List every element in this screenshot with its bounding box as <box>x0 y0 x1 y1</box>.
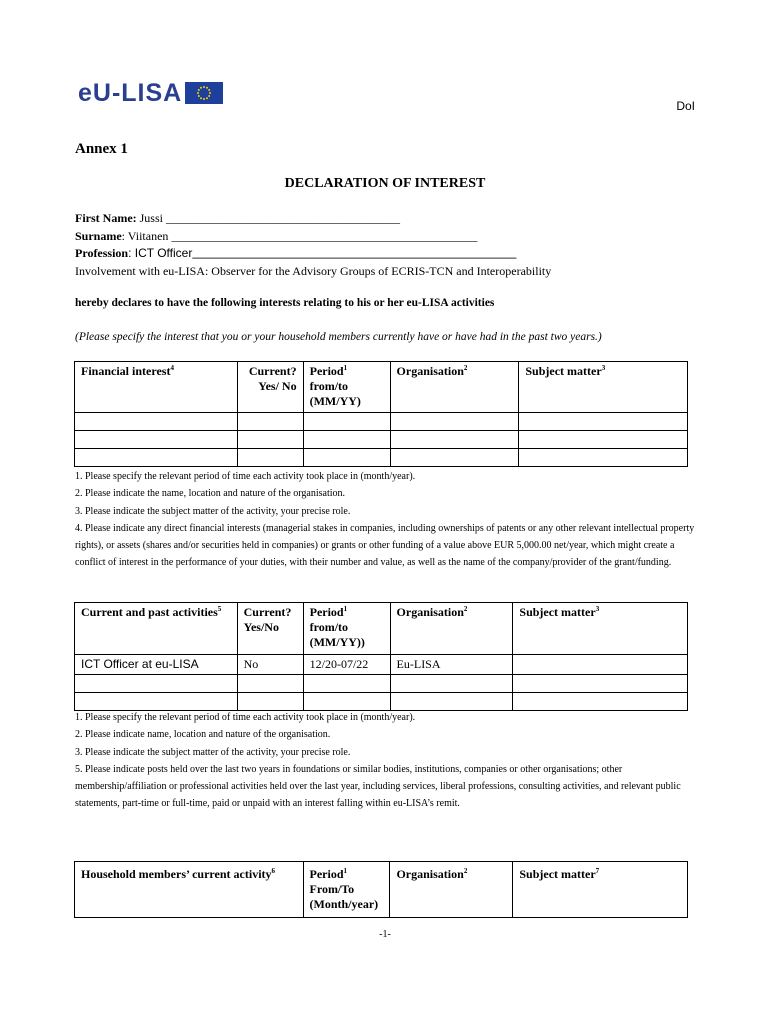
subject-cell[interactable] <box>513 655 688 675</box>
table-header-row <box>75 603 688 655</box>
profession-line: Profession: ICT Officer______________________________________________________ <box>75 246 517 260</box>
footnote-4: 4. Please indicate any direct financial interests (managerial stakes in companies, including ownerships of patents or any other relevant intellectual property rights), or assets (shares and/or securities held in companies) or grants or other funding of a value above EUR 5,000.00 net/year, which might create a conflict of interest in the performance of your duties, with their number and value, as well as the name of the company/provider of the grant/funding. <box>75 522 695 569</box>
table-row <box>75 693 688 711</box>
footnote-5: 5. Please indicate posts held over the last two years in foundations or similar bodies, institutions, companies or other organisations; other membership/affiliation or professional activities held over the last year, including services, liberal professions, consulting activities, and relevant public statements, part-time or full-time, paid or unpaid with an interest falling within eu-LISA’s remit. <box>75 763 681 810</box>
table-cell[interactable] <box>519 413 688 431</box>
table-cell[interactable] <box>390 431 519 449</box>
current-cell[interactable]: No <box>237 655 303 675</box>
header-period: Period$^1$ from/to (MM/YY)) <box>303 603 390 655</box>
table-row <box>75 449 688 467</box>
logo-e: e <box>78 79 93 107</box>
table-cell[interactable] <box>390 413 519 431</box>
footnotes-activities <box>75 709 695 813</box>
footnote-1: 1. Please specify the relevant period of time each activity took place in (month/year). <box>75 712 416 723</box>
declaration-statement: hereby declares to have the following interests relating to his or her eu-LISA activities <box>75 297 495 309</box>
header-financial-interest: Financial interest$^4$ <box>75 362 238 413</box>
table-cell[interactable] <box>75 431 238 449</box>
header-subject-matter: Subject matter$^7$ <box>513 862 688 918</box>
footnote-3: 3. Please indicate the subject matter of the activity, your precise role. <box>75 746 351 758</box>
table-cell[interactable] <box>75 675 238 693</box>
page-number: -1- <box>379 929 391 940</box>
header-subject-matter: Subject matter$^3$ <box>519 362 688 413</box>
table-header-row <box>75 862 688 918</box>
header-organisation: Organisation$^2$ <box>390 603 513 655</box>
organisation-cell[interactable]: Eu-LISA <box>390 655 513 675</box>
table-cell[interactable] <box>303 449 390 467</box>
eu-lisa-logo <box>78 80 223 106</box>
surname-value: : Viitanen ___________________________________________________ <box>121 228 478 243</box>
table-cell[interactable] <box>390 449 519 467</box>
table-cell[interactable] <box>390 693 513 711</box>
table-cell[interactable] <box>303 675 390 693</box>
table-cell[interactable] <box>75 413 238 431</box>
declarant-fields <box>75 210 551 280</box>
profession-value: : ICT Officer <box>128 246 193 260</box>
first-name-value: Jussi _______________________________________ <box>136 211 400 225</box>
header-organisation: Organisation$^2$ <box>390 362 519 413</box>
table-cell[interactable] <box>390 675 513 693</box>
header-activities: Current and past activities$^5$ <box>75 603 238 655</box>
table-cell[interactable] <box>75 693 238 711</box>
footnote-3: 3. Please indicate the subject matter of the activity, your precise role. <box>75 505 351 517</box>
specify-instruction: (Please specify the interest that you or your household members currently have or have had in the past two years.) <box>75 331 602 343</box>
table-cell[interactable] <box>237 449 303 467</box>
table-row <box>75 413 688 431</box>
table-cell[interactable] <box>303 693 390 711</box>
footnotes-financial <box>75 468 695 572</box>
document-title: DECLARATION OF INTEREST <box>284 176 486 191</box>
footnote-2: 2. Please indicate the name, location and nature of the organisation. <box>75 488 346 500</box>
annex-heading: Annex 1 <box>75 141 128 157</box>
table-cell[interactable] <box>237 675 303 693</box>
activity-cell[interactable]: ICT Officer at eu-LISA <box>75 655 238 675</box>
header-organisation: Organisation$^2$ <box>390 862 513 918</box>
period-cell[interactable]: 12/20-07/22 <box>303 655 390 675</box>
first-name-line: First Name: Jussi _______________________________________ <box>75 211 400 225</box>
activities-table <box>74 602 688 711</box>
header-subject-matter: Subject matter$^3$ <box>513 603 688 655</box>
table-header-row <box>75 362 688 413</box>
table-row <box>75 675 688 693</box>
surname-line: Surname: Viitanen ___________________________________________________ <box>75 228 478 243</box>
eu-flag-icon <box>185 82 223 104</box>
table-cell[interactable] <box>519 431 688 449</box>
table-cell[interactable] <box>519 449 688 467</box>
logo-text: U-LISA <box>92 79 183 107</box>
header-household-activity: Household members’ current activity$^6$ <box>75 862 304 918</box>
table-cell[interactable] <box>303 431 390 449</box>
doi-label: DoI <box>676 99 695 113</box>
footnote-1: 1. Please specify the relevant period of time each activity took place in (month/year). <box>75 471 416 482</box>
financial-interest-table <box>74 361 688 467</box>
table-row <box>75 431 688 449</box>
header-period: Period$^1$ From/To (Month/year) <box>303 862 390 918</box>
header-current: Current? Yes/ No <box>237 362 303 413</box>
table-cell[interactable] <box>237 431 303 449</box>
table-row <box>75 655 688 675</box>
table-cell[interactable] <box>75 449 238 467</box>
header-current: Current? Yes/No <box>237 603 303 655</box>
table-cell[interactable] <box>237 693 303 711</box>
header-period: Period$^1$ from/to (MM/YY) <box>303 362 390 413</box>
table-cell[interactable] <box>513 693 688 711</box>
household-members-table <box>74 861 688 918</box>
involvement-line: Involvement with eu-LISA: Observer for the Advisory Groups of ECRIS-TCN and Interoperability <box>75 263 552 278</box>
table-cell[interactable] <box>513 675 688 693</box>
table-cell[interactable] <box>237 413 303 431</box>
footnote-2: 2. Please indicate name, location and nature of the organisation. <box>75 729 331 741</box>
table-cell[interactable] <box>303 413 390 431</box>
